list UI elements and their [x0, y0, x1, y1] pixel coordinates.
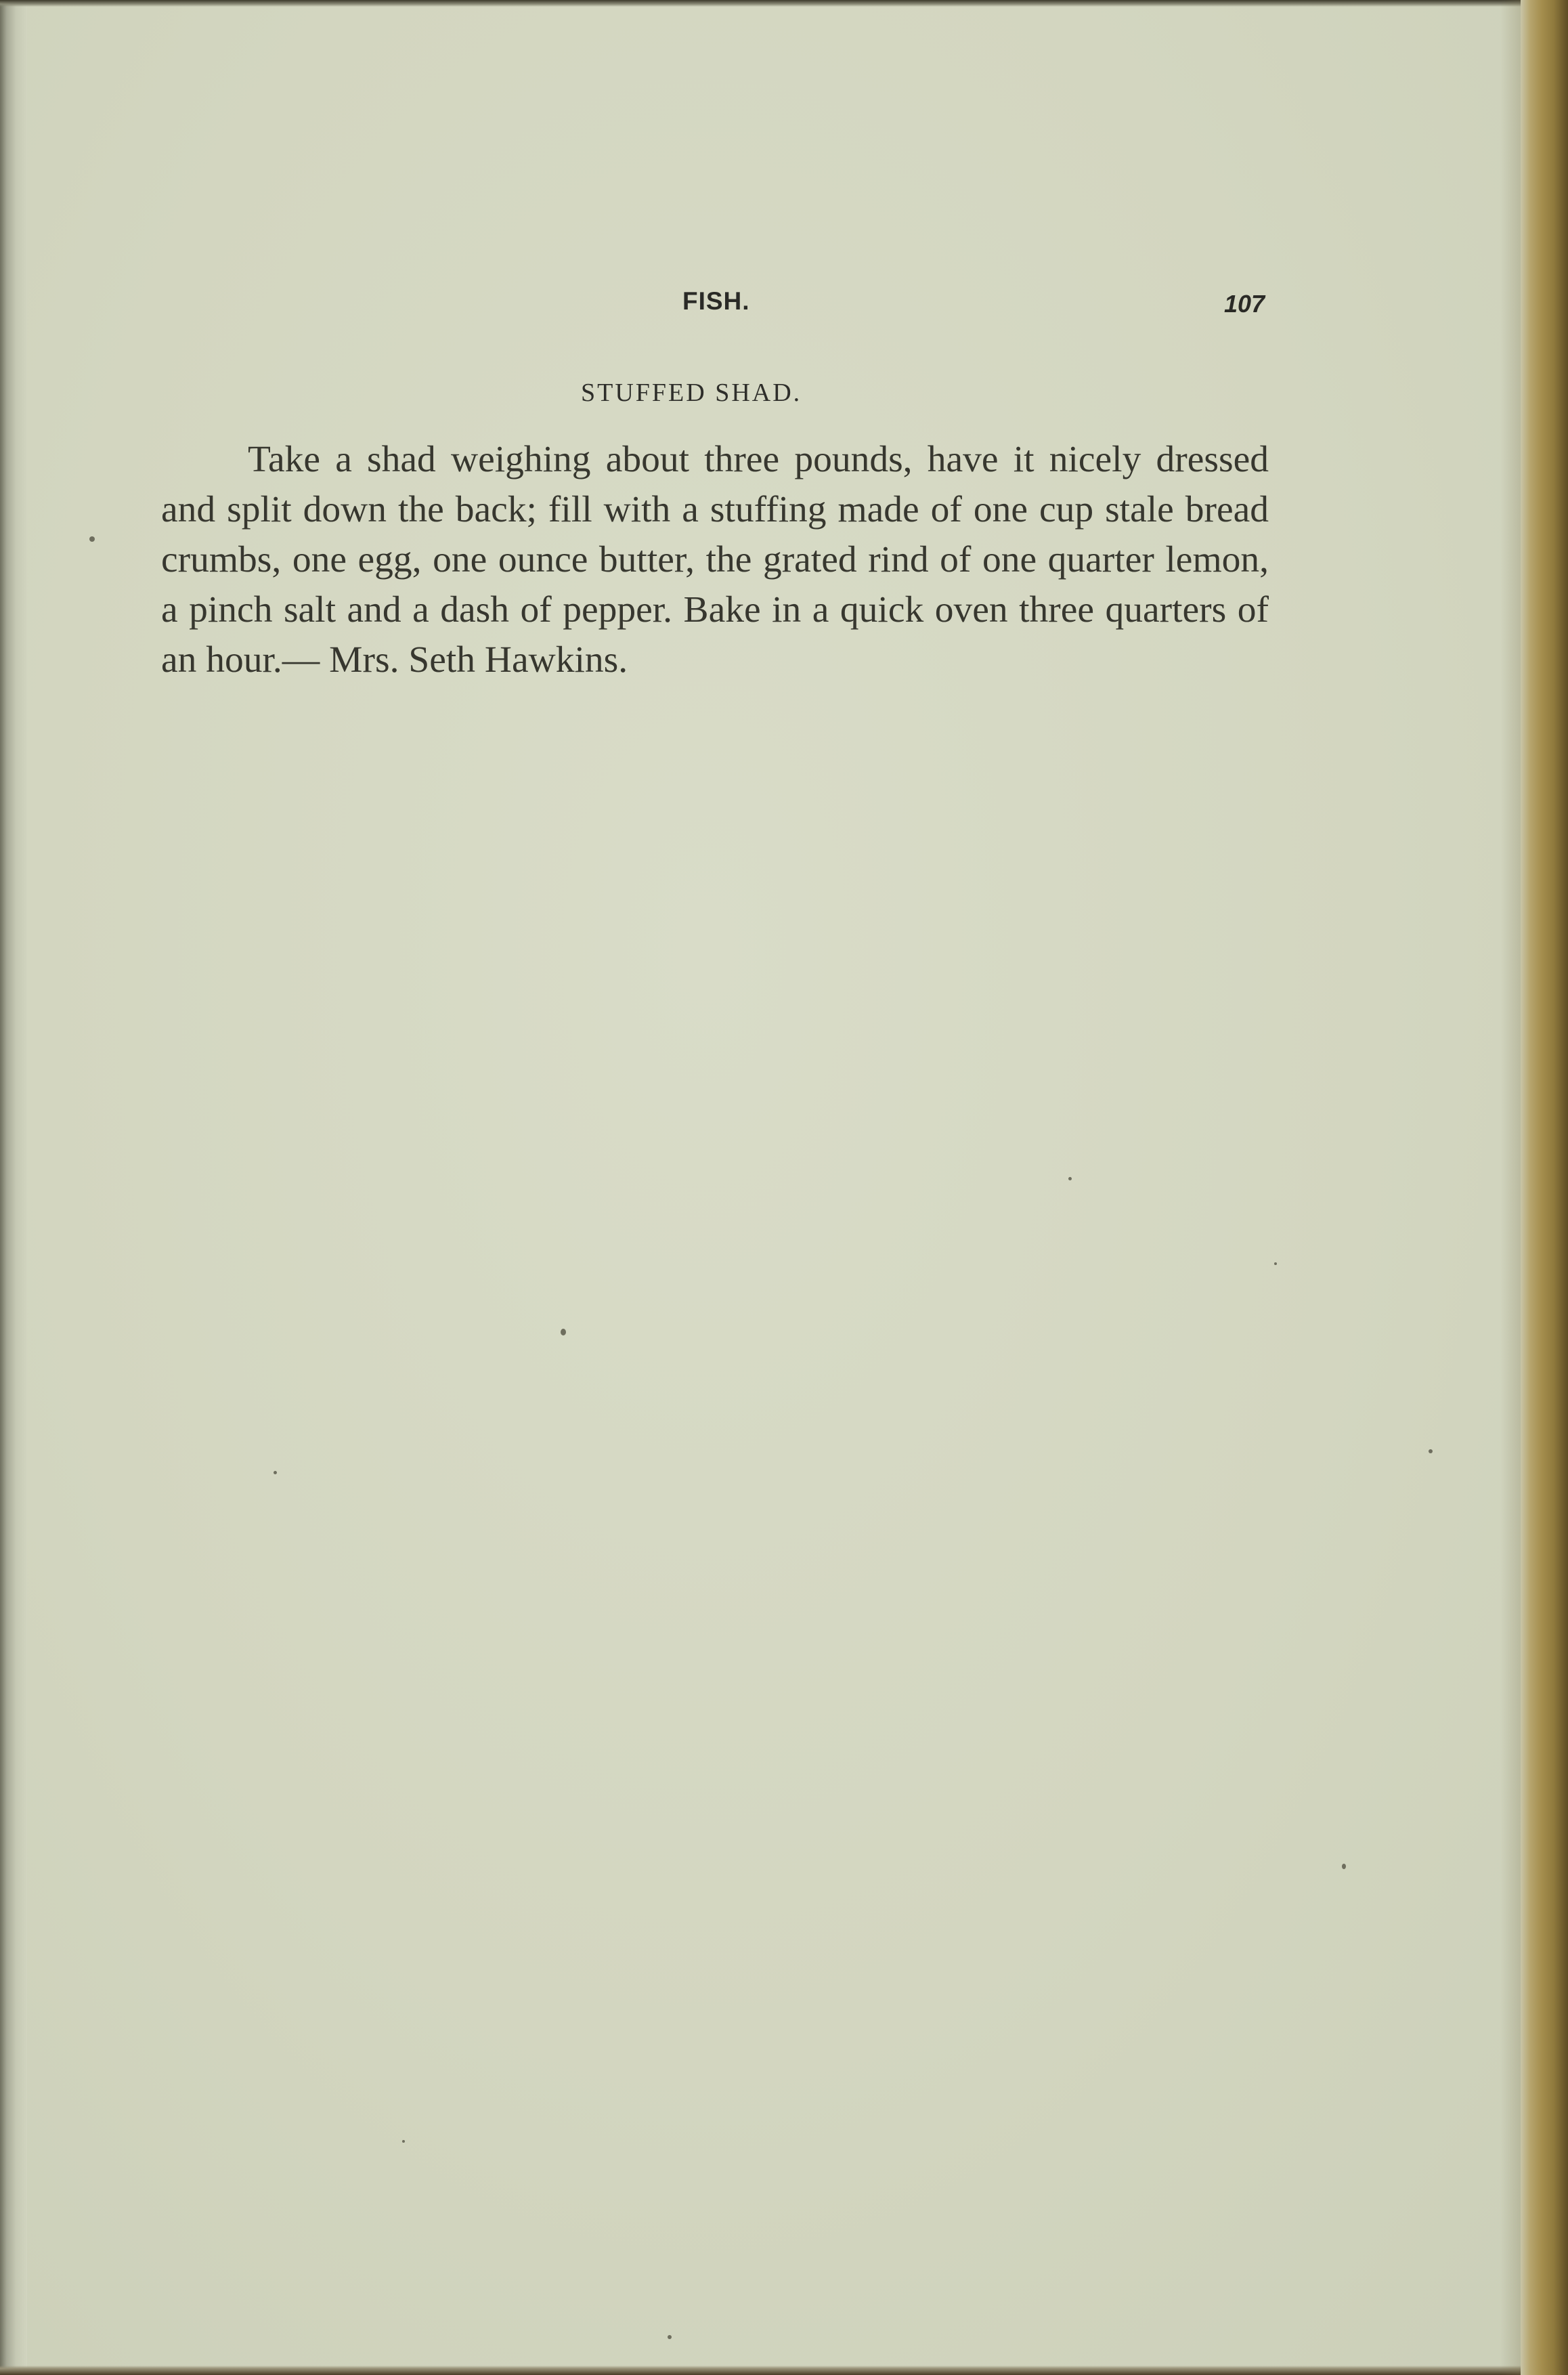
recipe-body: Take a shad weighing about three pounds, have it nicely dressed and split down the back; fill with a stuffing made of one cup stale bread crumbs, one egg, one ounce butter, the grated rind of one quarter lemon, a pinch salt and a dash of pepper. Bake in a quick oven three quarters of an hour.— Mrs. Seth Hawkins.: [161, 439, 1269, 681]
page-top-edge: [0, 0, 1568, 7]
paper-speck: [1068, 1177, 1072, 1180]
book-fore-edge: [1521, 0, 1568, 2375]
running-head: FISH.: [682, 287, 750, 315]
paper-speck: [1429, 1449, 1433, 1453]
paper-speck: [668, 2335, 672, 2339]
page-bottom-edge: [0, 2366, 1568, 2375]
paper-speck: [274, 1471, 277, 1474]
paper-speck: [1274, 1262, 1277, 1265]
fore-edge-shadow: [1500, 0, 1521, 2375]
recipe-title: STUFFED SHAD.: [581, 379, 802, 407]
paper-speck: [402, 2140, 405, 2143]
page-gutter-edge: [0, 0, 27, 2375]
paper-speck: [89, 536, 95, 542]
paper-speck: [561, 1329, 566, 1335]
paper-speck: [1342, 1864, 1346, 1869]
page-number: 107: [1224, 290, 1265, 318]
